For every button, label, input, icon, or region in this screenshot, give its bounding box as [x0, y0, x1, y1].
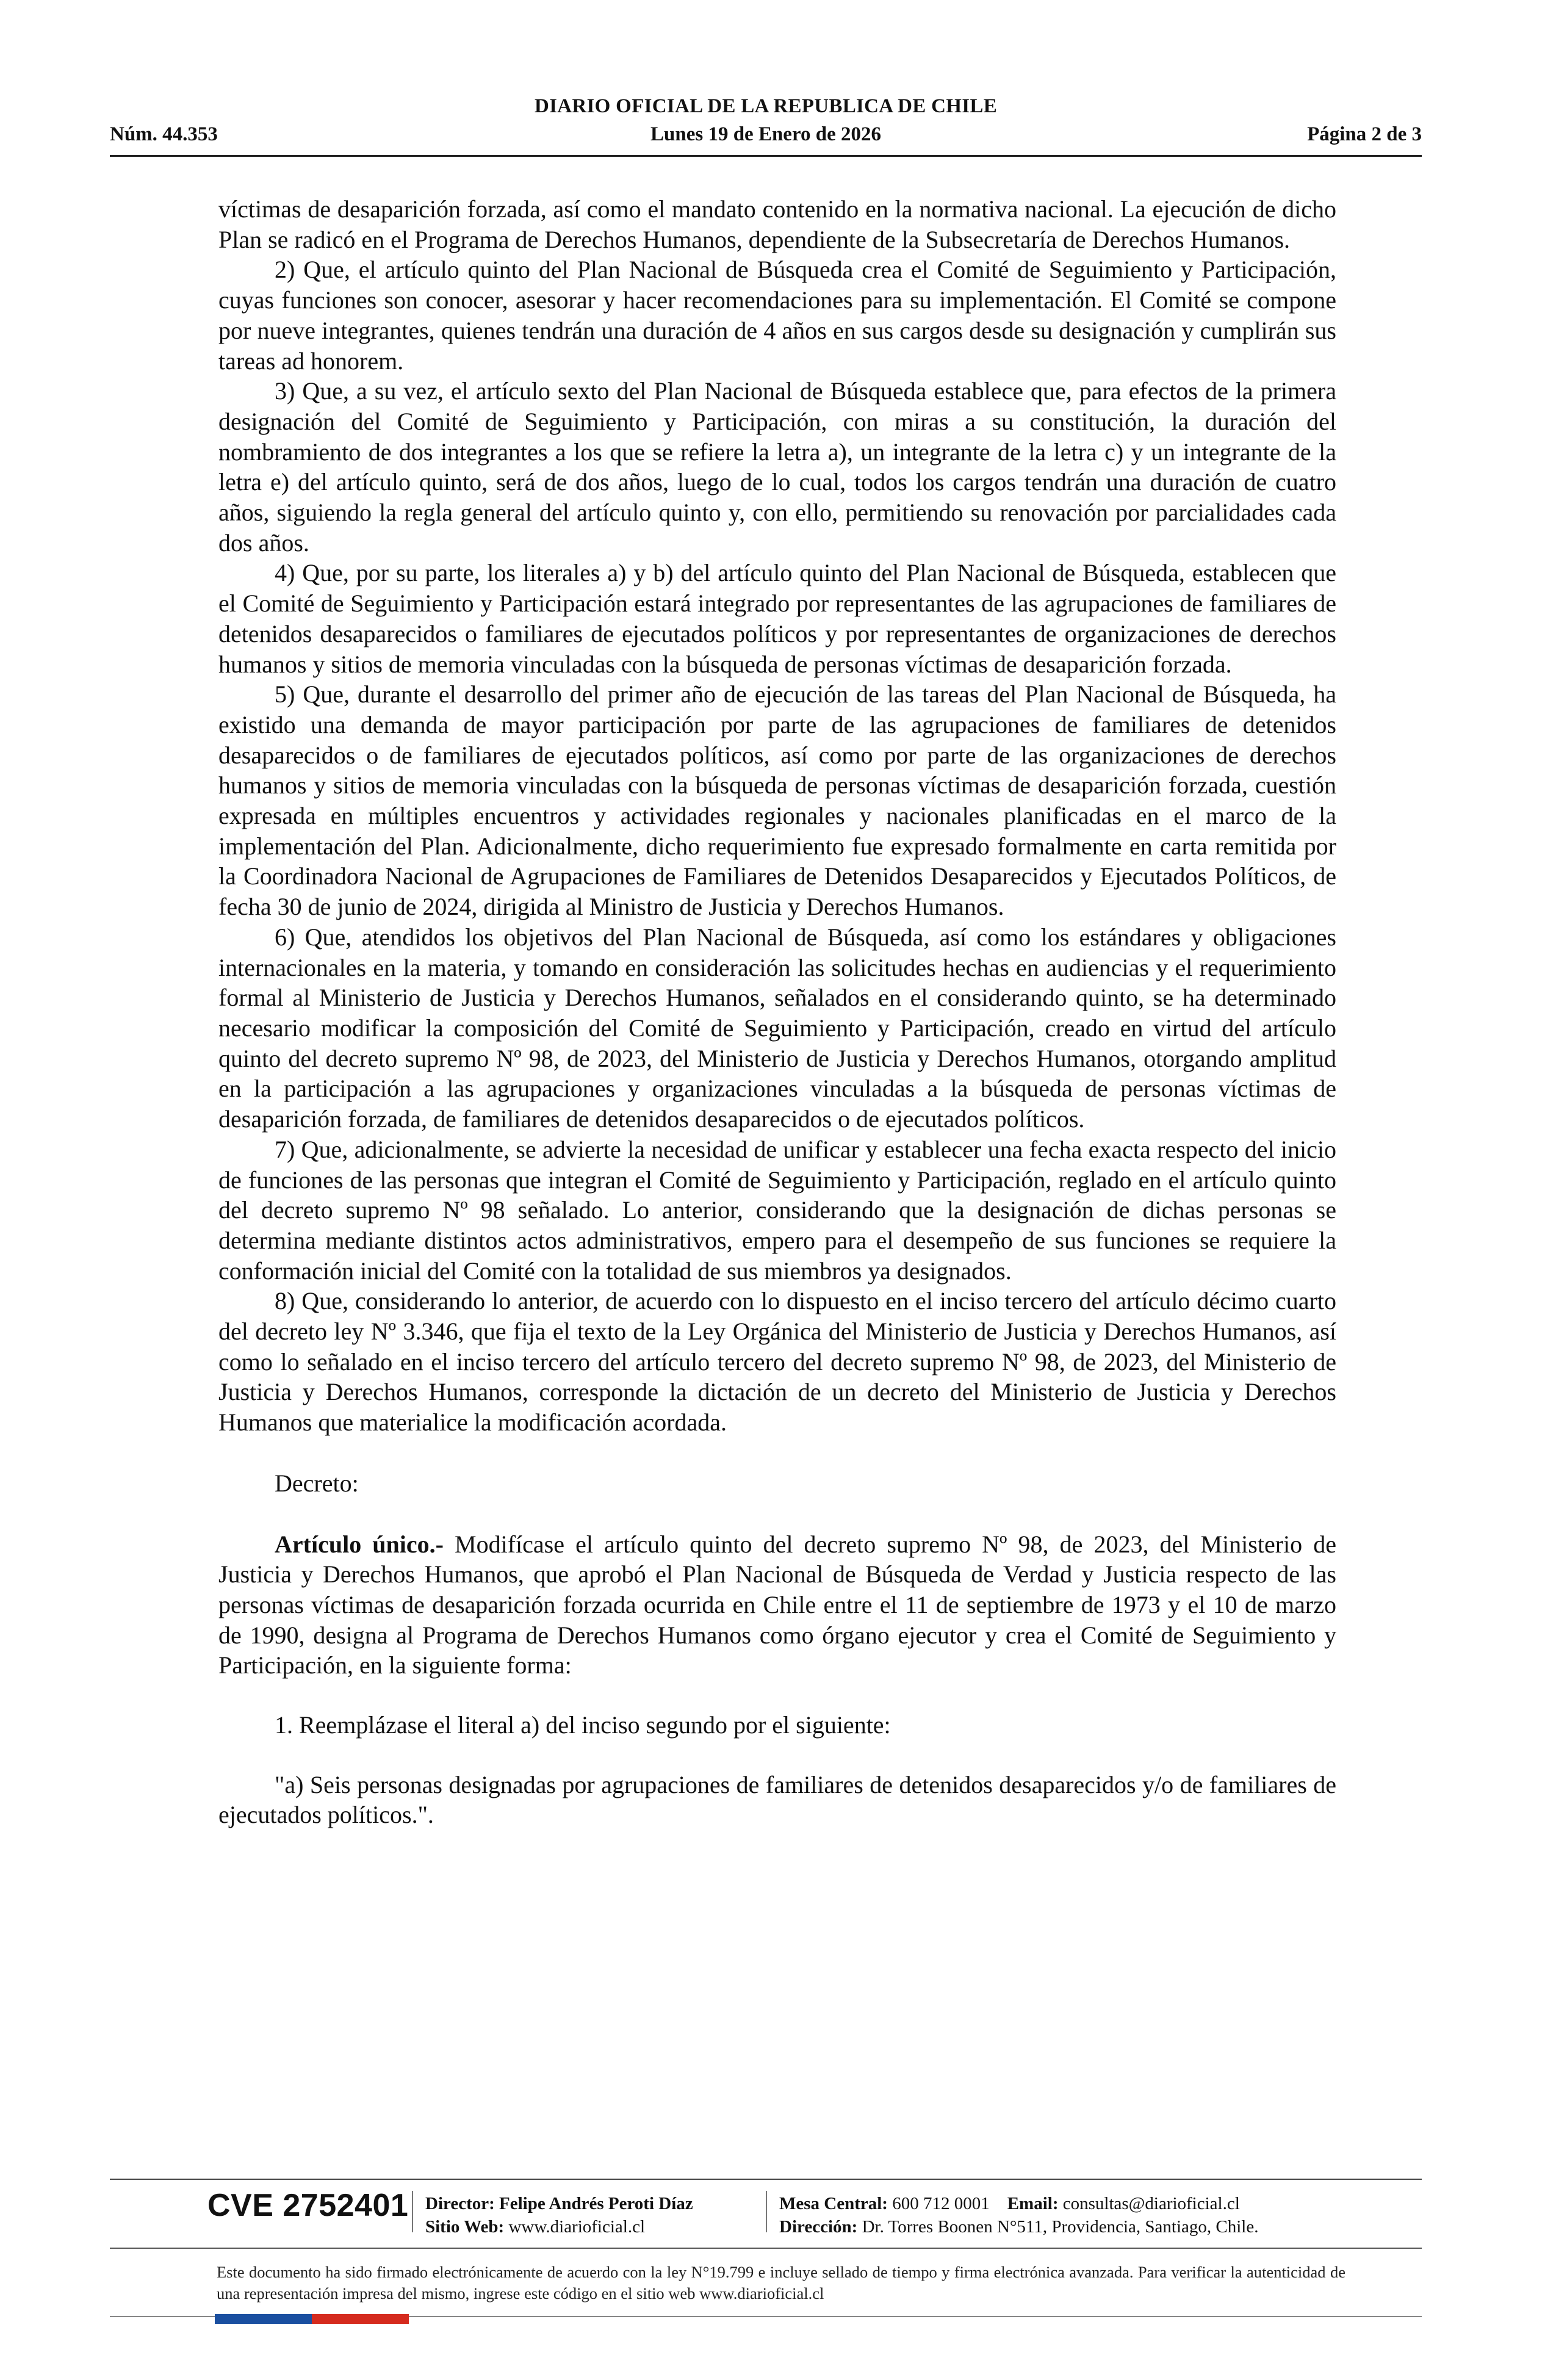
email-label: Email:	[1007, 2194, 1059, 2213]
direccion-value: Dr. Torres Boonen N°511, Providencia, Santiago, Chile.	[857, 2217, 1259, 2237]
header-divider	[110, 155, 1422, 157]
decreto-heading: Decreto:	[275, 1469, 359, 1497]
paragraph: 3) Que, a su vez, el artículo sexto del Plan Nacional de Búsqueda establece que, para efectos de la primera designación del Comité de Seguimiento y Participación, con miras a su constitución, la duración del nombramiento de dos integrantes a los que se refiere la letra a), un integrante de la letra c) y un integrante de la letra e) del artículo quinto, será de dos años, luego de lo cual, todos los cargos tendrán una duración de cuatro años, siguiendo la regla general del artículo quinto y, con ello, permitiendo su renovación por parcialidades cada dos años.	[218, 377, 1336, 557]
mesa-label: Mesa Central:	[779, 2194, 888, 2213]
flag-stripe	[215, 2314, 409, 2324]
mesa-phone: 600 712 0001	[887, 2194, 990, 2213]
paragraph: 4) Que, por su parte, los literales a) y b) del artículo quinto del Plan Nacional de Búsqueda, establecen que el Comité de Seguimiento y Participación estará integrado por representantes de las agrupaciones de familiares de detenidos desaparecidos o familiares de ejecutados políticos y por representantes de organizaciones de derechos humanos y sitios de memoria vinculadas con la búsqueda de personas víctimas de desaparición forzada.	[218, 559, 1336, 678]
page-footer	[110, 2179, 1422, 2356]
footer-separator	[766, 2191, 767, 2232]
articulo-unico	[218, 1529, 1336, 1681]
issue-date: Lunes 19 de Enero de 2026	[650, 123, 882, 145]
amendment-item: 1. Reemplázase el literal a) del inciso segundo por el siguiente:	[275, 1711, 891, 1739]
footer-contact-block	[779, 2192, 1258, 2238]
signature-notice: Este documento ha sido firmado electrónicamente de acuerdo con la ley N°19.799 e incluye sellado de tiempo y firma electrónica avanzada. Para verificar la autenticidad de una representación impresa del mismo, ingrese este código en el sitio web www.diarioficial.cl	[217, 2263, 1345, 2302]
email-link[interactable]: consultas@diarioficial.cl	[1058, 2194, 1240, 2213]
issue-number: Núm. 44.353	[110, 123, 218, 145]
flag-blue-segment	[215, 2314, 312, 2324]
articulo-text: Modifícase el artículo quinto del decreto supremo Nº 98, de 2023, del Ministerio de Justicia y Derechos Humanos, que aprobó el Plan Nacional de Búsqueda de Verdad y Justicia respecto de las personas víctimas de desaparición forzada ocurrida en Chile entre el 11 de septiembre de 1973 y el 10 de marzo de 1990, designa al Programa de Derechos Humanos como órgano ejecutor y crea el Comité de Seguimiento y Participación, en la siguiente forma:	[218, 1530, 1336, 1679]
paragraph: 8) Que, considerando lo anterior, de acuerdo con lo dispuesto en el inciso tercero del artículo décimo cuarto del decreto ley Nº 3.346, que fija el texto de la Ley Orgánica del Ministerio de Justicia y Derechos Humanos, así como lo señalado en el inciso tercero del artículo tercero del decreto supremo Nº 98, de 2023, del Ministerio de Justicia y Derechos Humanos, corresponde la dictación de un decreto del Ministerio de Justicia y Derechos Humanos que materialice la modificación acordada.	[218, 1287, 1336, 1437]
cve-code: CVE 2752401	[207, 2188, 409, 2223]
paragraph: 2) Que, el artículo quinto del Plan Nacional de Búsqueda crea el Comité de Seguimiento y Participación, cuyas funciones son conocer, asesorar y hacer recomendaciones para su implementación. El Comité se compone por nueve integrantes, quienes tendrán una duración de 4 años en sus cargos desde su designación y cumplirán sus tareas ad honorem.	[218, 256, 1336, 375]
paragraph: 5) Que, durante el desarrollo del primer año de ejecución de las tareas del Plan Nacional de Búsqueda, ha existido una demanda de mayor participación por parte de las agrupaciones de familiares de detenidos desaparecidos o de familiares de ejecutados políticos, así como por parte de las organizaciones de derechos humanos y sitios de memoria vinculadas con la búsqueda de personas víctimas de desaparición forzada, cuestión expresada en múltiples encuentros y actividades regionales y nacionales planificadas en el marco de la implementación del Plan. Adicionalmente, dicho requerimiento fue expresado formalmente en carta remitida por la Coordinadora Nacional de Agrupaciones de Familiares de Detenidos Desaparecidos y Ejecutados Políticos, de fecha 30 de junio de 2024, dirigida al Ministro de Justicia y Derechos Humanos.	[218, 680, 1336, 921]
publication-title: DIARIO OFICIAL DE LA REPUBLICA DE CHILE	[534, 95, 998, 117]
paragraph: 6) Que, atendidos los objetivos del Plan Nacional de Búsqueda, así como los estándares y obligaciones internacionales en la materia, y tomando en consideración las solicitudes hechas en audiencias y el requerimiento formal al Ministerio de Justicia y Derechos Humanos, señalados en el considerando quinto, se ha determinado necesario modificar la composición del Comité de Seguimiento y Participación, creado en virtud del artículo quinto del decreto supremo Nº 98, de 2023, del Ministerio de Justicia y Derechos Humanos, otorgando amplitud en la participación a las agrupaciones y organizaciones vinculadas a la búsqueda de personas víctimas de desaparición forzada, de familiares de detenidos desaparecidos o de ejecutados políticos.	[218, 923, 1336, 1133]
footer-divider	[110, 2248, 1422, 2249]
director-label: Director:	[425, 2194, 495, 2213]
paragraph: víctimas de desaparición forzada, así como el mandato contenido en la normativa nacional. La ejecución de dicho Plan se radicó en el Programa de Derechos Humanos, dependiente de la Subsecretaría de Derechos Humanos.	[218, 195, 1336, 253]
direccion-label: Dirección:	[779, 2217, 858, 2237]
web-link[interactable]: www.diarioficial.cl	[504, 2217, 646, 2237]
footer-separator	[412, 2191, 413, 2232]
articulo-label: Artículo único.-	[275, 1530, 444, 1558]
director-name: Felipe Andrés Peroti Díaz	[494, 2194, 693, 2213]
document-body	[218, 194, 1336, 1830]
flag-red-segment	[312, 2314, 409, 2324]
page-header	[110, 92, 1422, 162]
amendment-quote: "a) Seis personas designadas por agrupaciones de familiares de detenidos desaparecidos y/o de familiares de ejecutados políticos.".	[218, 1770, 1336, 1829]
web-label: Sitio Web:	[425, 2217, 505, 2237]
footer-director-block	[425, 2192, 693, 2238]
page-indicator: Página 2 de 3	[1307, 123, 1422, 145]
paragraph: 7) Que, adicionalmente, se advierte la necesidad de unificar y establecer una fecha exacta respecto del inicio de funciones de las personas que integran el Comité de Seguimiento y Participación, reglado en el artículo quinto del decreto supremo Nº 98 señalado. Lo anterior, considerando que la designación de dichas personas se determina mediante distintos actos administrativos, empero para el desempeño de sus funciones se requiere la conformación inicial del Comité con la totalidad de sus miembros ya designados.	[218, 1135, 1336, 1285]
footer-divider	[110, 2179, 1422, 2180]
